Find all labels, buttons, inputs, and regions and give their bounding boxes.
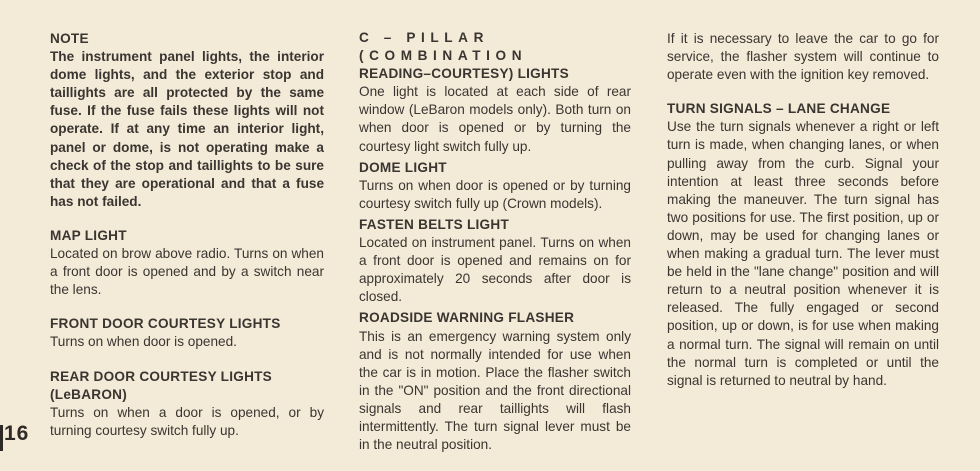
c-pillar-section — [359, 29, 631, 156]
note-heading: NOTE — [50, 31, 89, 46]
note-section — [50, 30, 324, 211]
column-3 — [667, 30, 939, 390]
rear-door-courtesy-subheading: (LeBARON) — [50, 386, 128, 402]
dome-light-heading: DOME LIGHT — [359, 159, 447, 175]
column-1 — [50, 30, 324, 440]
map-light-heading: MAP LIGHT — [50, 227, 127, 243]
roadside-flasher-heading: ROADSIDE WARNING FLASHER — [359, 310, 575, 326]
c-pillar-body: One light is located at each side of rear window (LeBaron models only). Both turn on when door is opened or by turning the courtesy light switch fully up. — [359, 84, 631, 154]
fasten-belts-section — [359, 216, 631, 306]
front-door-courtesy-heading: FRONT DOOR COURTESY LIGHTS — [50, 316, 281, 332]
c-pillar-heading-line-2: READING–COURTESY) LIGHTS — [359, 66, 569, 82]
turn-signals-body: Use the turn signals whenever a right or left turn is made, when changing lanes, or when pulling away from the curb. Signal your intention at least three seconds before making the maneuver. The turn signal has two positions for use. The first position, up or down, may be used for changing lanes or when making a gradual turn. The lever must be held in the "lane change" position and will return to a neutral position whenever it is released. The fully engaged or second position, up or down, is for use when making a normal turn. The signal will remain on until the normal turn is completed or until the signal is returned to neutral by hand. — [667, 119, 939, 388]
page-number: 16 — [4, 422, 30, 445]
flasher-continued-body: If it is necessary to leave the car to go for service, the flasher system will continue to operate even with the ignition key removed. — [667, 31, 939, 83]
roadside-flasher-body: This is an emergency warning system only and is not normally intended for use when the car is in motion. Place the flasher switch in the "ON" position and the front directional signals and rear taillights will flash intermittently. The turn signal lever must be in the neutral position. — [359, 328, 631, 453]
map-light-body: Located on brow above radio. Turns on when a front door is opened and by a switch near the lens. — [50, 246, 324, 298]
turn-signals-heading: TURN SIGNALS – LANE CHANGE — [667, 101, 891, 117]
note-body: The instrument panel lights, the interior dome lights, and the exterior stop and taillights are all protected by the same fuse. If the fuse fails these lights will not operate. If at any time an interior light, panel or dome, is not operating make a check of the stop and taillights to be sure that they are operational and that a fuse has not failed. — [50, 49, 324, 209]
rear-door-courtesy-body: Turns on when a door is opened, or by turning courtesy switch fully up. — [50, 404, 324, 438]
rear-door-courtesy-heading: REAR DOOR COURTESY LIGHTS — [50, 368, 273, 384]
dome-light-body: Turns on when door is opened or by turning courtesy switch fully up (Crown models). — [359, 177, 631, 211]
rear-door-courtesy-section — [50, 368, 324, 440]
c-pillar-heading-line-1: C – PILLAR (COMBINATION — [359, 30, 528, 64]
fasten-belts-heading: FASTEN BELTS LIGHT — [359, 216, 510, 232]
front-door-courtesy-section — [50, 315, 324, 351]
map-light-section — [50, 227, 324, 299]
column-2 — [359, 29, 631, 454]
roadside-flasher-section — [359, 309, 631, 454]
flasher-continued-section — [667, 30, 939, 84]
front-door-courtesy-body: Turns on when door is opened. — [50, 334, 237, 350]
page-margin-rule — [0, 425, 3, 451]
turn-signals-section — [667, 100, 939, 390]
fasten-belts-body: Located on instrument panel. Turns on when a front door is opened and remains on for approximately 20 seconds after door is closed. — [359, 235, 631, 305]
dome-light-section — [359, 159, 631, 213]
